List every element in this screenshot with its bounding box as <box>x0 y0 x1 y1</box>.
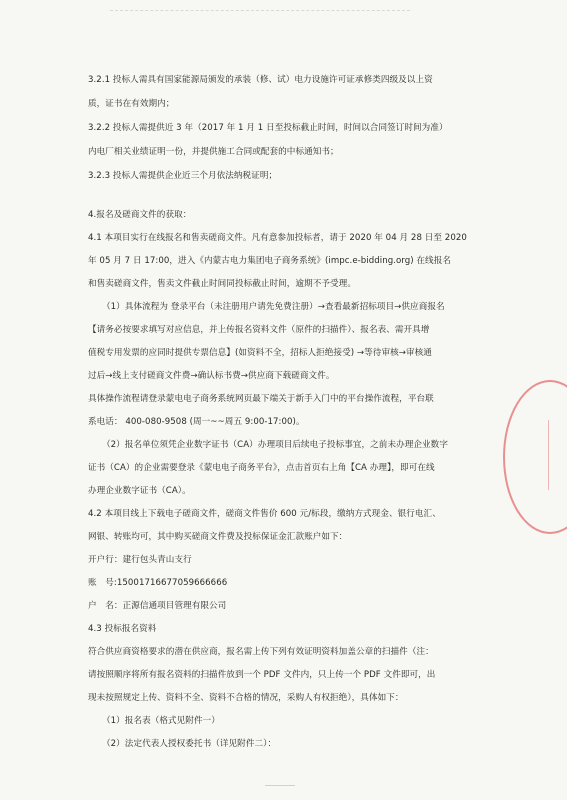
header-rule <box>110 0 410 11</box>
text-line: 过后→线上支付磋商文件费→确认标书费→供应商下载磋商文件。 <box>88 371 335 381</box>
text-line: 质，证书在有效期内； <box>88 99 175 109</box>
text-line: （1）具体流程为 登录平台（未注册用户请先免费注册）→查看最新招标项目→供应商报名 <box>102 302 445 312</box>
section-heading: 4.3 投标报名资料 <box>88 624 157 634</box>
footer-rule <box>265 785 295 794</box>
account-holder: 户 名：正源信通项目管理有限公司 <box>88 601 227 611</box>
bank-name: 开户行：建行包头青山支行 <box>88 555 192 565</box>
text-line: 具体操作流程请登录蒙电电子商务系统网页最下端关于新手入门中的平台操作流程，平台联 <box>88 394 434 404</box>
account-number: 账 号:15001716677059666666 <box>88 578 228 588</box>
text-line: 4.2 本项目线上下载电子磋商文件，磋商文件售价 600 元/标段，缴纳方式现金、银行电汇、 <box>88 509 441 519</box>
text-line: 符合供应商资格要求的潜在供应商，报名需上传下列有效证明资料加盖公章的扫描件（注： <box>88 647 434 657</box>
seal-edge <box>548 420 567 490</box>
text-line: 3.2.3 投标人需提供企业近三个月依法纳税证明； <box>88 171 278 181</box>
list-item: （2）法定代表人授权委托书（详见附件二）： <box>102 739 277 749</box>
text-line: 现未按照规定上传、资料不全、资料不合格的情况，采购人有权拒绝），具体如下： <box>88 693 404 703</box>
text-line: 内电厂相关业绩证明一份，并提供施工合同或配套的中标通知书； <box>88 147 339 157</box>
text-line: 年 05 月 7 日 17:00，进入《内蒙古电力集团电子商务系统》(impc.e-bidding.org) 在线报名 <box>88 256 451 266</box>
text-line: （2）报名单位须凭企业数字证书（CA）办理项目后续电子投标事宜，之前未办理企业数字 <box>102 440 448 450</box>
text-line: 请按照顺序将所有报名资料的扫描件放到一个 PDF 文件内，只上传一个 PDF 文件即可，出 <box>88 670 436 680</box>
section-heading: 4.报名及磋商文件的获取： <box>88 210 192 220</box>
text-line: 和售卖磋商文件，售卖文件截止时间同投标截止时间，逾期不予受理。 <box>88 279 356 289</box>
text-line: 办理企业数字证书（CA）。 <box>88 486 191 496</box>
text-line: 系电话： 400-080-9508 (周一~~周五 9:00-17:00)。 <box>88 417 305 427</box>
text-line: 值税专用发票的应同时提供专票信息】(如资料不全，招标人拒绝接受) →等待审核→审核通 <box>88 348 432 358</box>
text-line: 【请务必按要求填写对应信息，并上传报名资料文件（原件的扫描件）、报名表、需开具增 <box>88 325 430 335</box>
text-line: 网银、转账均可，其中购买磋商文件费及投标保证金汇款账户如下： <box>88 532 348 542</box>
list-item: （1）报名表（格式见附件一） <box>102 716 220 726</box>
text-line: 证书（CA）的企业需要登录《蒙电电子商务平台》，点击首页右上角【CA 办理】，即可在线 <box>88 463 435 473</box>
text-line: 3.2.2 投标人需提供近 3 年（2017 年 1 月 1 日至投标截止时间，时间以合同签订时间为准） <box>88 123 448 133</box>
text-line: 3.2.1 投标人需具有国家能源局颁发的承装（修、试）电力设施许可证承修类四级及以上资 <box>88 75 433 85</box>
text-line: 4.1 本项目实行在线报名和售卖磋商文件。凡有意参加投标者，请于 2020 年 04 月 28 日至 2020 <box>88 233 467 243</box>
